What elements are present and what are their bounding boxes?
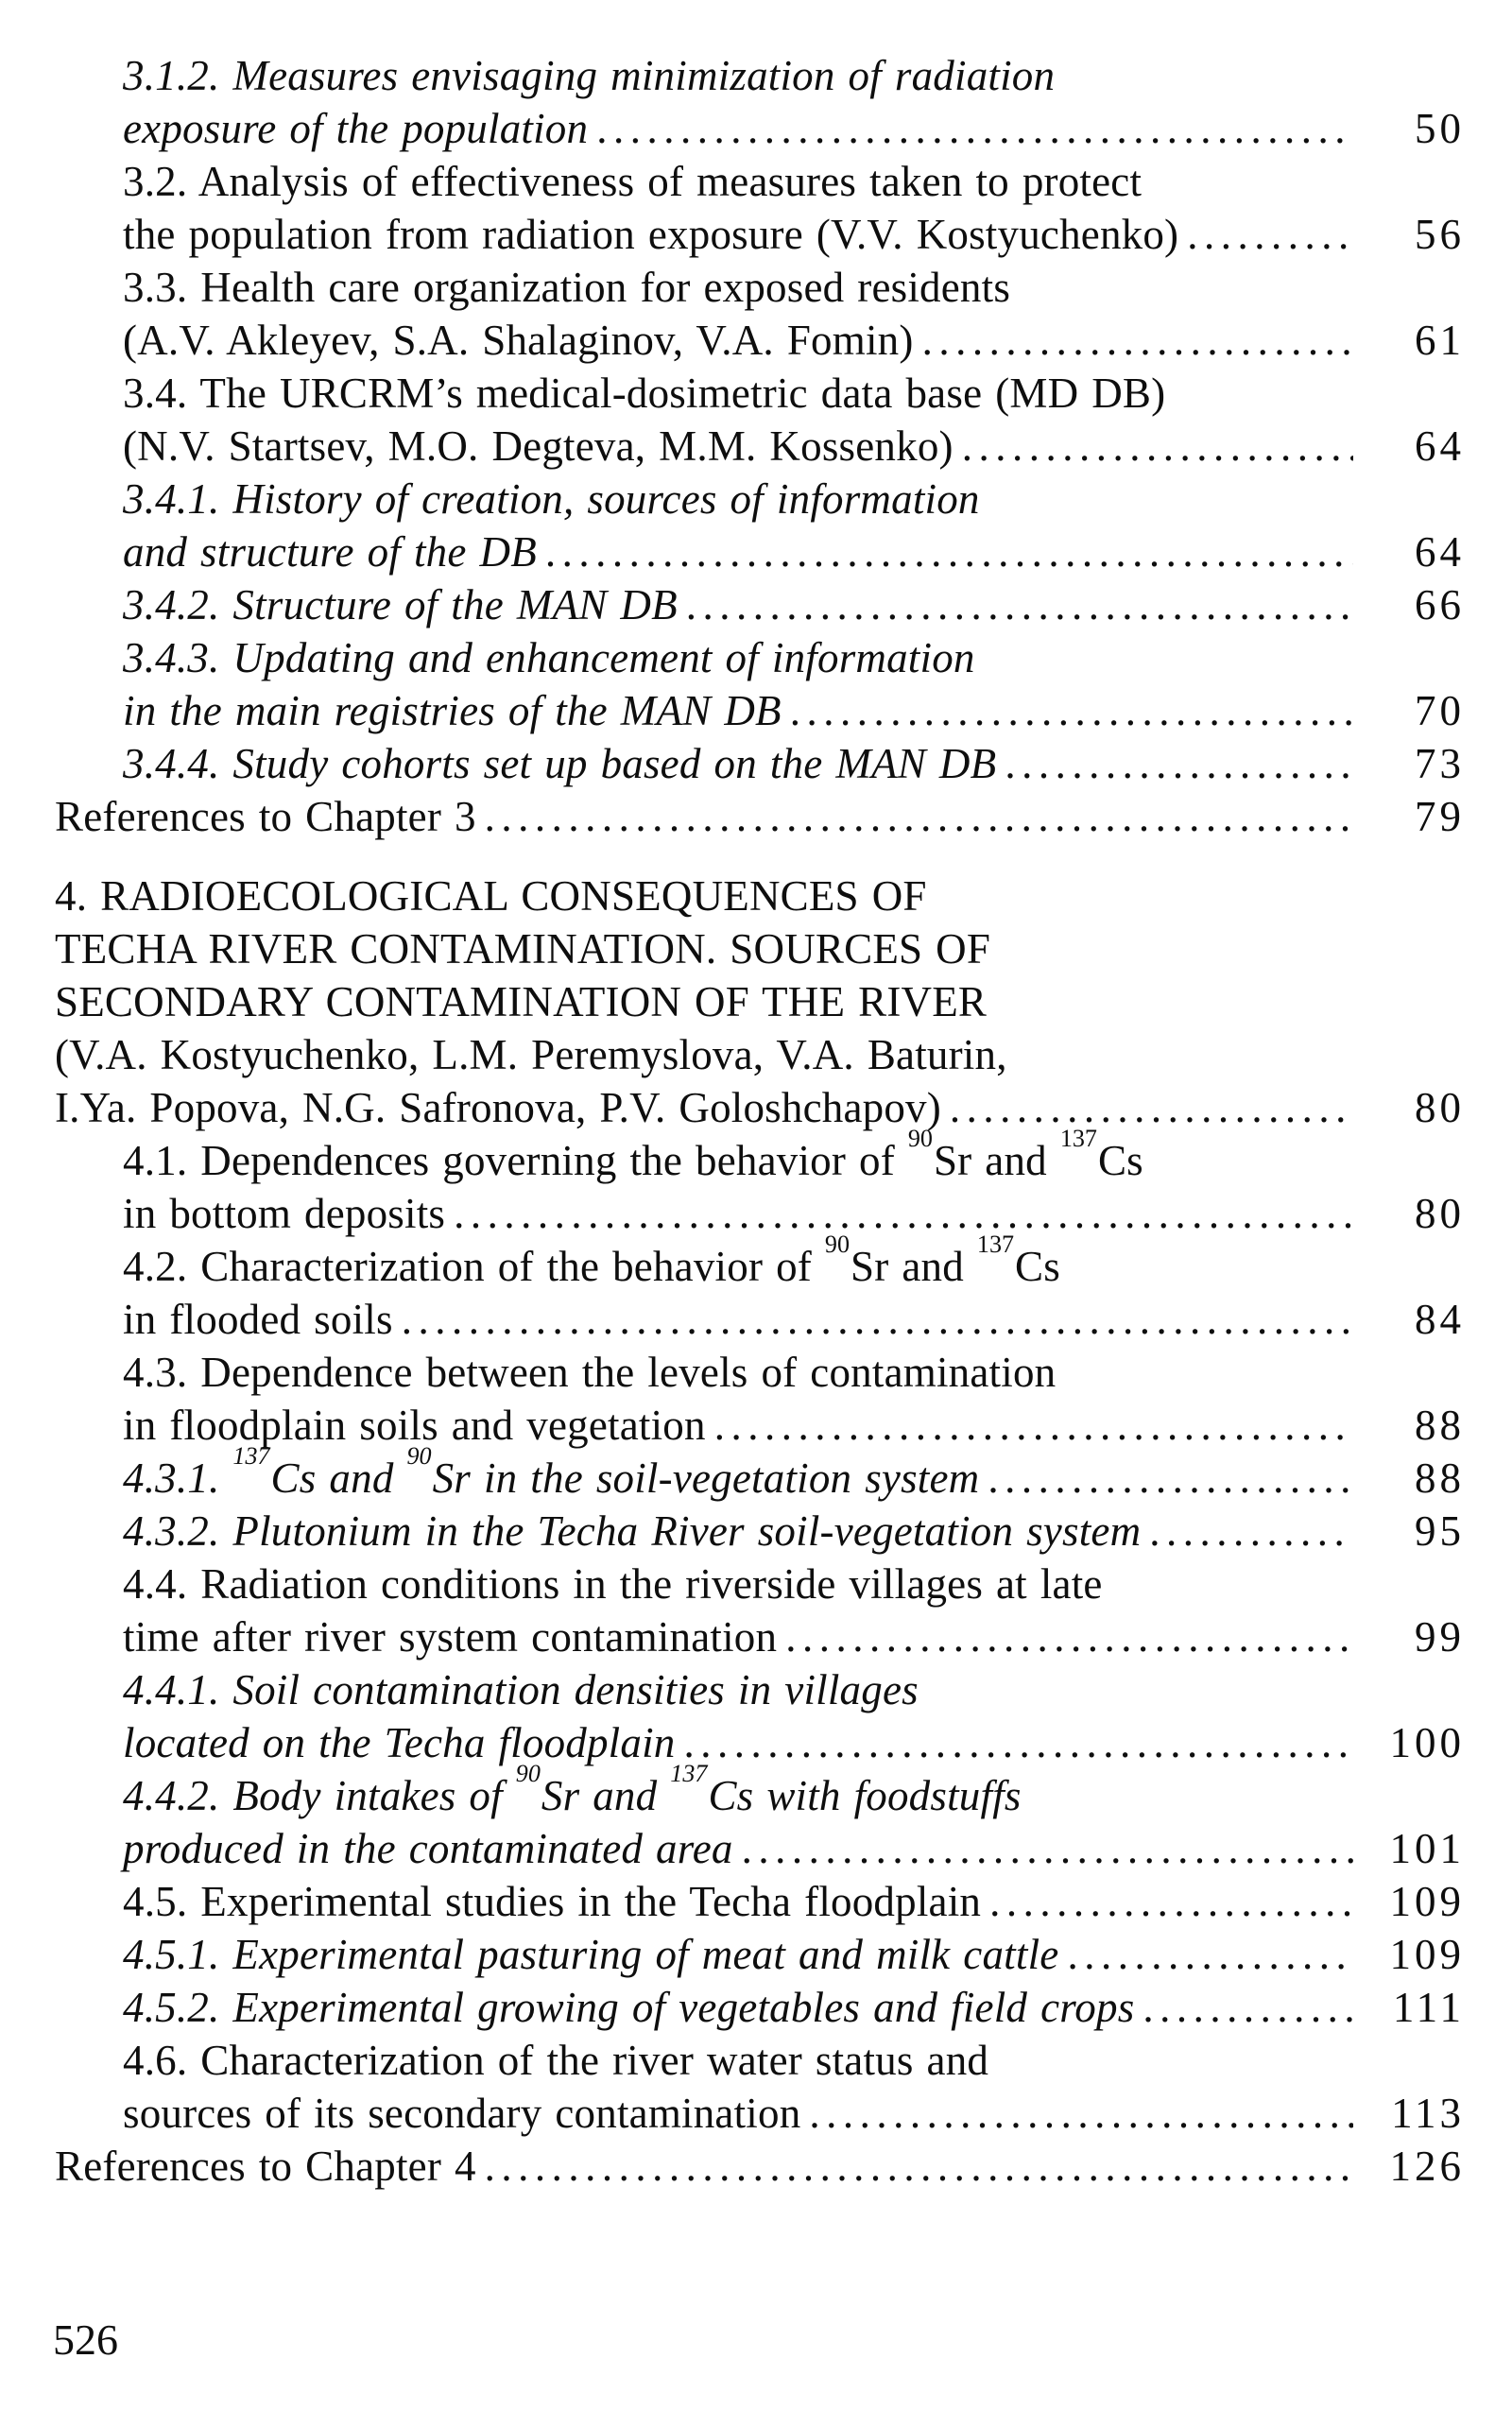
toc-entry-text: 4.3. Dependence between the levels of contamination bbox=[123, 1349, 1057, 1396]
toc-line bbox=[123, 1981, 1465, 2034]
toc-page-number: 95 bbox=[1415, 1507, 1465, 1555]
toc-entry bbox=[55, 737, 1465, 790]
isotope-mass-superscript: 137 bbox=[670, 1760, 708, 1788]
toc-page-number: 80 bbox=[1415, 1084, 1465, 1131]
toc-line bbox=[123, 1231, 1465, 1293]
toc-line bbox=[123, 1716, 1465, 1769]
toc-line bbox=[55, 1028, 1465, 1081]
toc-entry bbox=[55, 1928, 1465, 1981]
toc-line bbox=[123, 1505, 1465, 1558]
toc-entry-text: in floodplain soils and vegetation bbox=[123, 1402, 706, 1449]
toc-entry bbox=[55, 631, 1465, 737]
toc-entry bbox=[55, 2034, 1465, 2140]
toc-entry bbox=[55, 2140, 1465, 2193]
dot-leader bbox=[1005, 737, 1353, 790]
toc-entry bbox=[55, 473, 1465, 578]
toc-page-number: 88 bbox=[1415, 1455, 1465, 1502]
toc-page-number: 80 bbox=[1415, 1190, 1465, 1237]
toc-page-number: 88 bbox=[1415, 1402, 1465, 1449]
toc-entry bbox=[55, 261, 1465, 367]
toc-line bbox=[55, 975, 1465, 1028]
toc-page-number: 66 bbox=[1415, 581, 1465, 628]
toc-entry-text: 4.5. Experimental studies in the Techa floodplain bbox=[123, 1878, 982, 1925]
toc-entry bbox=[55, 1125, 1465, 1240]
isotope-mass-superscript: 137 bbox=[232, 1442, 270, 1471]
isotope-mass-superscript: 137 bbox=[1059, 1125, 1097, 1153]
dot-leader bbox=[485, 790, 1353, 843]
dot-leader bbox=[790, 684, 1353, 737]
dot-leader bbox=[742, 1822, 1353, 1875]
toc-line bbox=[55, 922, 1465, 975]
toc-line bbox=[123, 102, 1465, 155]
toc-page-number: 113 bbox=[1391, 2090, 1465, 2137]
toc-page-number: 50 bbox=[1415, 105, 1465, 152]
toc-entry bbox=[55, 1442, 1465, 1505]
toc-entry bbox=[55, 1663, 1465, 1769]
toc-page-number: 84 bbox=[1415, 1296, 1465, 1343]
toc-entry bbox=[55, 869, 1465, 1134]
toc-entry-text: located on the Techa floodplain bbox=[123, 1719, 676, 1766]
toc-entry bbox=[55, 1505, 1465, 1558]
toc-entry-text: 4.4.2. Body intakes of $^{90}$Sr and $^{137}$Cs with foodstuffs bbox=[123, 1760, 1022, 1819]
toc-line bbox=[123, 208, 1465, 261]
dot-leader bbox=[950, 1081, 1353, 1134]
toc-line bbox=[123, 1928, 1465, 1981]
dot-leader bbox=[785, 1610, 1353, 1663]
toc-entry-text: 3.4.4. Study cohorts set up based on the MAN DB bbox=[123, 740, 997, 787]
toc-entry bbox=[55, 1558, 1465, 1663]
dot-leader bbox=[454, 1187, 1353, 1240]
toc-entry-text: 3.4.2. Structure of the MAN DB bbox=[123, 581, 678, 628]
dot-leader bbox=[596, 102, 1353, 155]
toc-line bbox=[123, 367, 1465, 420]
toc-line bbox=[123, 1760, 1465, 1822]
toc-page-number: 70 bbox=[1415, 687, 1465, 734]
toc-entry-text: 4.2. Characterization of the behavior of $^{90}$Sr and $^{137}$Cs bbox=[123, 1231, 1060, 1290]
isotope-mass-superscript: 90 bbox=[824, 1231, 850, 1259]
toc-entry-text: 4.4. Radiation conditions in the riverside villages at late bbox=[123, 1560, 1103, 1608]
toc-line bbox=[123, 473, 1465, 525]
toc-line bbox=[123, 420, 1465, 473]
toc-line bbox=[55, 869, 1465, 922]
page-footer bbox=[53, 2314, 118, 2367]
toc-entry-text: (N.V. Startsev, M.O. Degteva, M.M. Kossenko) bbox=[123, 422, 954, 470]
toc-page-number: 111 bbox=[1392, 1984, 1465, 2031]
dot-leader bbox=[809, 2087, 1353, 2140]
toc-entry-text: 4.6. Characterization of the river water status and bbox=[123, 2037, 989, 2084]
toc-entry bbox=[55, 1346, 1465, 1452]
toc-entry-text: (V.A. Kostyuchenko, L.M. Peremyslova, V.A. Baturin, bbox=[55, 1031, 1007, 1078]
toc-line bbox=[123, 1442, 1465, 1505]
toc-entry bbox=[55, 1760, 1465, 1875]
toc-entry-text: TECHA RIVER CONTAMINATION. SOURCES OF bbox=[55, 925, 991, 973]
toc-entry-text: in the main registries of the MAN DB bbox=[123, 687, 782, 734]
toc-entry-text: 4.5.2. Experimental growing of vegetables and field crops bbox=[123, 1984, 1135, 2031]
dot-leader bbox=[1149, 1505, 1353, 1558]
toc-entry-text: 3.3. Health care organization for exposed residents bbox=[123, 264, 1011, 311]
toc-entry bbox=[55, 790, 1465, 843]
toc-line bbox=[123, 737, 1465, 790]
toc-page-number: 99 bbox=[1415, 1613, 1465, 1661]
toc-entry-text: 3.4.3. Updating and enhancement of information bbox=[123, 634, 975, 681]
toc-entry bbox=[55, 1231, 1465, 1346]
dot-leader bbox=[962, 420, 1353, 473]
toc-line bbox=[123, 261, 1465, 314]
dot-leader bbox=[686, 578, 1353, 631]
isotope-mass-superscript: 137 bbox=[976, 1231, 1015, 1259]
dot-leader bbox=[545, 525, 1353, 578]
toc-line bbox=[123, 49, 1465, 102]
toc-entry-text: 3.1.2. Measures envisaging minimization of radiation bbox=[123, 52, 1056, 99]
toc-entry-text: SECONDARY CONTAMINATION OF THE RIVER bbox=[55, 978, 988, 1025]
toc-page-number: 100 bbox=[1389, 1719, 1465, 1766]
toc-entry-text: 4.3.2. Plutonium in the Techa River soil-vegetation system bbox=[123, 1507, 1142, 1555]
toc-entry-text: (A.V. Akleyev, S.A. Shalaginov, V.A. Fomin) bbox=[123, 317, 914, 364]
toc-line bbox=[123, 1399, 1465, 1452]
toc-page-number: 61 bbox=[1415, 317, 1465, 364]
toc-line bbox=[55, 1081, 1465, 1134]
toc-line bbox=[123, 155, 1465, 208]
toc-entry-text: 4.3.1. $^{137}$Cs and $^{90}$Sr in the soil-vegetation system bbox=[123, 1442, 980, 1502]
toc-entry bbox=[55, 578, 1465, 631]
toc-entry bbox=[55, 1875, 1465, 1928]
toc-page-number: 79 bbox=[1415, 793, 1465, 840]
toc-page-number: 64 bbox=[1415, 528, 1465, 576]
toc-line bbox=[55, 2140, 1465, 2193]
toc-entry-text: exposure of the population bbox=[123, 105, 589, 152]
toc-line bbox=[123, 631, 1465, 684]
toc-entry-text: 3.4. The URCRM’s medical-dosimetric data base (MD DB) bbox=[123, 370, 1166, 417]
dot-leader bbox=[988, 1452, 1353, 1505]
toc-line bbox=[123, 314, 1465, 367]
dot-leader bbox=[402, 1293, 1353, 1346]
toc-entry-text: 3.2. Analysis of effectiveness of measures taken to protect bbox=[123, 158, 1143, 205]
toc-page-number: 101 bbox=[1389, 1825, 1465, 1872]
toc-line bbox=[123, 1346, 1465, 1399]
toc-entry bbox=[55, 367, 1465, 473]
toc-page-number: 126 bbox=[1389, 2143, 1465, 2190]
toc-entry-text: I.Ya. Popova, N.G. Safronova, P.V. Goloshchapov) bbox=[55, 1084, 941, 1131]
toc-line bbox=[123, 684, 1465, 737]
isotope-mass-superscript: 90 bbox=[406, 1442, 432, 1471]
isotope-mass-superscript: 90 bbox=[515, 1760, 541, 1788]
toc-line bbox=[123, 1293, 1465, 1346]
page-number: 526 bbox=[53, 2315, 118, 2364]
toc-entry-text: References to Chapter 3 bbox=[55, 793, 476, 840]
isotope-mass-superscript: 90 bbox=[907, 1125, 933, 1153]
toc-entry-text: 4. RADIOECOLOGICAL CONSEQUENCES OF bbox=[55, 872, 927, 920]
toc-line bbox=[123, 1875, 1465, 1928]
toc-entry bbox=[55, 155, 1465, 261]
toc-entry-text: 3.4.1. History of creation, sources of information bbox=[123, 475, 980, 523]
dot-leader bbox=[683, 1716, 1353, 1769]
toc-page-number: 109 bbox=[1389, 1931, 1465, 1978]
toc-entry-text: in flooded soils bbox=[123, 1296, 393, 1343]
toc-page-number: 109 bbox=[1389, 1878, 1465, 1925]
toc-line bbox=[123, 1663, 1465, 1716]
toc-entry-text: in bottom deposits bbox=[123, 1190, 446, 1237]
toc-line bbox=[123, 1558, 1465, 1610]
toc-line bbox=[55, 790, 1465, 843]
dot-leader bbox=[1143, 1981, 1353, 2034]
dot-leader bbox=[1067, 1928, 1353, 1981]
toc-entry-text: 4.1. Dependences governing the behavior of $^{90}$Sr and $^{137}$Cs bbox=[123, 1125, 1143, 1184]
dot-leader bbox=[485, 2140, 1353, 2193]
toc-page-number: 56 bbox=[1415, 211, 1465, 258]
dot-leader bbox=[922, 314, 1353, 367]
toc-entry-text: and structure of the DB bbox=[123, 528, 537, 576]
toc-entry bbox=[55, 49, 1465, 155]
toc-line bbox=[123, 1610, 1465, 1663]
dot-leader bbox=[989, 1875, 1353, 1928]
dot-leader bbox=[714, 1399, 1353, 1452]
toc-line bbox=[123, 1822, 1465, 1875]
toc-entry bbox=[55, 1981, 1465, 2034]
toc-line bbox=[123, 1125, 1465, 1187]
toc-entry-text: time after river system contamination bbox=[123, 1613, 778, 1661]
toc-line bbox=[123, 525, 1465, 578]
toc-entry-text: 4.5.1. Experimental pasturing of meat and milk cattle bbox=[123, 1931, 1059, 1978]
toc-entry-text: References to Chapter 4 bbox=[55, 2143, 476, 2190]
toc-entry-text: the population from radiation exposure (V.V. Kostyuchenko) bbox=[123, 211, 1179, 258]
toc-entry-text: 4.4.1. Soil contamination densities in villages bbox=[123, 1666, 919, 1713]
dot-leader bbox=[1187, 208, 1353, 261]
toc-line bbox=[123, 2034, 1465, 2087]
toc-line bbox=[123, 578, 1465, 631]
toc-page-number: 64 bbox=[1415, 422, 1465, 470]
toc-line bbox=[123, 2087, 1465, 2140]
toc-page-number: 73 bbox=[1415, 740, 1465, 787]
toc-entry-text: produced in the contaminated area bbox=[123, 1825, 733, 1872]
toc-entry-text: sources of its secondary contamination bbox=[123, 2090, 801, 2137]
toc-line bbox=[123, 1187, 1465, 1240]
